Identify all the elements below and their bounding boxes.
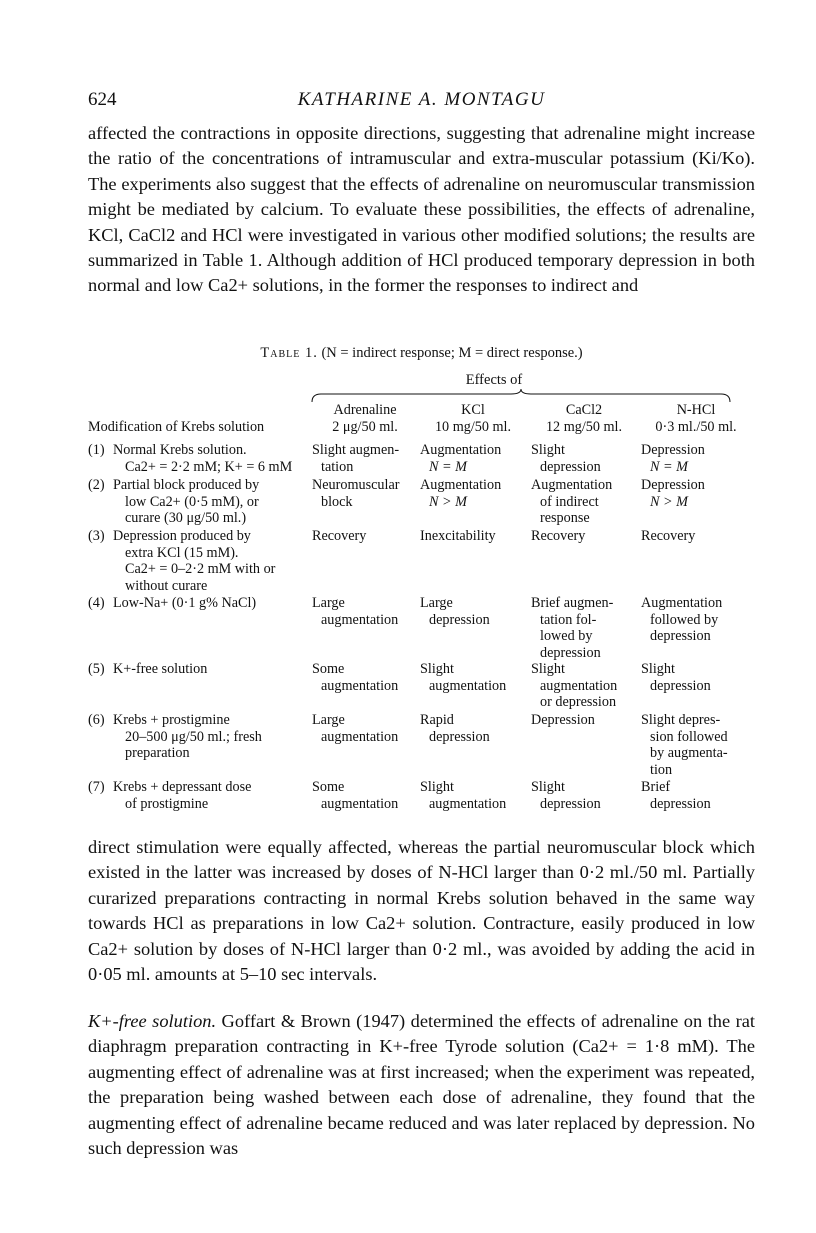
table-cell — [641, 528, 755, 545]
modification-line: curare (30 μg/50 ml.) — [125, 510, 247, 526]
cell-line: Brief — [641, 779, 671, 795]
cell-line: Slight augmen- — [312, 442, 400, 458]
section-heading: K+-free solution. — [88, 1011, 217, 1031]
modification-line: Partial block produced by — [113, 477, 260, 493]
cell-line: depression — [429, 728, 490, 745]
column-header — [529, 402, 639, 435]
row-modification — [113, 712, 313, 762]
cell-line: Some — [312, 661, 345, 677]
table-cell — [420, 595, 530, 628]
row-number: (2) — [88, 477, 105, 493]
cell-line: augmentation — [321, 795, 399, 812]
modification-line: Depression produced by — [113, 528, 251, 544]
modification-line: Krebs + depressant dose — [113, 779, 252, 795]
table-cell — [641, 442, 755, 475]
modification-line: Ca2+ = 0–2·2 mM with or — [125, 561, 276, 577]
cell-line: augmentation — [540, 677, 618, 694]
cell-line: block — [321, 493, 353, 510]
page-number: 624 — [88, 89, 117, 110]
modification-line: extra KCl (15 mM). — [125, 544, 239, 561]
running-title: KATHARINE A. MONTAGU — [297, 89, 546, 110]
cell-line: Large — [312, 595, 345, 611]
cell-line: N > M — [650, 493, 688, 510]
modification-line: K+-free solution — [113, 661, 208, 677]
row-modification — [113, 442, 313, 475]
column-header-name: CaCl2 — [565, 402, 603, 418]
table-cell — [312, 779, 422, 812]
table-cell — [420, 779, 530, 812]
column-header-name: N-HCl — [676, 402, 716, 418]
cell-line: by augmenta- — [650, 745, 728, 761]
table-cell — [641, 595, 755, 645]
cell-line: augmentation — [429, 795, 507, 812]
cell-line: tation — [321, 458, 354, 475]
modification-line: Krebs + prostigmine — [113, 712, 230, 728]
cell-line: Slight — [641, 661, 675, 677]
modification-line: of prostigmine — [125, 795, 209, 812]
cell-line: N > M — [429, 493, 467, 510]
row-number: (6) — [88, 712, 105, 728]
table-cell — [420, 528, 530, 545]
table-cell — [641, 477, 755, 510]
cell-line: Depression — [641, 477, 705, 493]
cell-line: Some — [312, 779, 345, 795]
table-cell — [420, 477, 530, 510]
modification-line: without curare — [125, 577, 208, 594]
cell-line: Large — [420, 595, 453, 611]
cell-line: Slight — [531, 442, 565, 458]
column-header-name: KCl — [461, 402, 485, 418]
cell-line: augmentation — [321, 677, 399, 694]
modification-line: Low-Na+ (0·1 g% NaCl) — [113, 595, 257, 611]
table-cell — [312, 712, 422, 745]
cell-line: depression — [650, 795, 711, 812]
modification-line: low Ca2+ (0·5 mM), or — [125, 493, 259, 510]
cell-line: Depression — [531, 712, 595, 728]
column-header-name: Adrenaline — [333, 402, 397, 418]
table-cell — [531, 712, 641, 729]
table-cell — [312, 442, 422, 475]
row-number: (5) — [88, 661, 105, 677]
cell-line: Recovery — [641, 528, 696, 544]
table-cell — [531, 595, 641, 661]
body-paragraph-2: direct stimulation were equally affected, whereas the partial neuromuscular block which existed in the latter was increased by doses of N-HCl larger than 0·2 ml./50 ml. Partially curarized preparations contracting in normal Krebs solution behaved in the same way towards HCl as preparations in low Ca2+ solution. Contracture, easily produced in low Ca2+ solution by doses of N-HCl larger than 0·2 ml., was avoided by adding the acid in 0·05 ml. amounts at 5–10 sec intervals. — [88, 837, 755, 985]
table-cell — [420, 442, 530, 475]
cell-line: depression — [540, 644, 601, 661]
modification-line: 20–500 μg/50 ml.; fresh — [125, 728, 262, 745]
table-cell — [312, 595, 422, 628]
cell-line: Recovery — [312, 528, 367, 544]
table-cell — [312, 528, 422, 545]
row-modification — [113, 595, 313, 612]
table-cell — [531, 528, 641, 545]
row-number: (1) — [88, 442, 105, 458]
row-number: (3) — [88, 528, 105, 544]
cell-line: Slight depres- — [641, 712, 721, 728]
row-modification — [113, 477, 313, 527]
cell-line: N = M — [429, 458, 467, 475]
cell-line: Large — [312, 712, 345, 728]
row-number: (4) — [88, 595, 105, 611]
cell-line: tation fol- — [540, 611, 597, 628]
modification-line: preparation — [125, 745, 190, 761]
table-caption — [88, 345, 755, 362]
cell-line: Recovery — [531, 528, 586, 544]
table-cell — [641, 712, 755, 778]
cell-line: depression — [650, 628, 711, 644]
cell-line: Slight — [531, 779, 565, 795]
column-header — [310, 402, 420, 435]
effects-of-label: Effects of — [465, 372, 523, 388]
cell-line: depression — [540, 458, 601, 475]
cell-line: tion — [650, 761, 673, 778]
section-body: Goffart & Brown (1947) determined the effects of adrenaline on the rat diaphragm preparation contracting in K+-free Tyrode solution (Ca2+ = 1·8 mM). The augmenting effect of adrenaline was at first increased; when the experiment was repeated, the preparation being washed between each dose of adrenaline, they found that the augmenting effect of adrenaline became reduced and was later replaced by depression. No such depression was — [88, 1011, 755, 1159]
cell-line: Augmentation — [420, 442, 502, 458]
cell-line: Augmentation — [531, 477, 613, 493]
cell-line: augmentation — [429, 677, 507, 694]
column-header — [639, 402, 753, 435]
cell-line: Brief augmen- — [531, 595, 614, 611]
table-cell — [312, 661, 422, 694]
row-number: (7) — [88, 779, 105, 795]
cell-line: of indirect — [540, 493, 599, 510]
cell-line: sion followed — [650, 728, 728, 745]
table-label: Table 1. — [260, 345, 318, 361]
modification-line: Ca2+ = 2·2 mM; K+ = 6 mM — [125, 458, 293, 475]
cell-line: Slight — [420, 661, 454, 677]
cell-line: depression — [429, 611, 490, 628]
cell-line: Inexcitability — [420, 528, 496, 544]
cell-line: lowed by — [540, 628, 593, 644]
cell-line: Slight — [420, 779, 454, 795]
cell-line: response — [540, 510, 590, 526]
page-header — [88, 89, 755, 113]
cell-line: depression — [540, 795, 601, 812]
column-group-brace — [311, 389, 731, 403]
row-modification — [113, 661, 313, 678]
cell-line: augmentation — [321, 728, 399, 745]
row-header-label: Modification of Krebs solution — [88, 419, 265, 435]
cell-line: Augmentation — [641, 595, 723, 611]
cell-line: or depression — [540, 694, 617, 710]
table-cell — [641, 661, 755, 694]
cell-line: Slight — [531, 661, 565, 677]
column-header — [418, 402, 528, 435]
column-header-dose: 12 mg/50 ml. — [545, 418, 623, 435]
column-header-dose: 0·3 ml./50 ml. — [655, 418, 737, 435]
cell-line: followed by — [650, 611, 719, 628]
body-paragraph-3 — [88, 1009, 755, 1161]
cell-line: depression — [650, 677, 711, 694]
cell-line: augmentation — [321, 611, 399, 628]
row-modification — [113, 528, 313, 594]
table-cell — [531, 661, 641, 711]
cell-line: Rapid — [420, 712, 454, 728]
table-cell — [420, 712, 530, 745]
body-paragraph-1: affected the contractions in opposite directions, suggesting that adrenaline might increase the ratio of the concentrations of intramuscular and extra-muscular potassium (Ki/Ko). The experiments also suggest that the effects of adrenaline on neuromuscular transmission might be mediated by calcium. To evaluate these possibilities, the effects of adrenaline, KCl, CaCl2 and HCl were investigated in various other modified solutions; the results are summarized in Table 1. Although addition of HCl produced temporary depression in both normal and low Ca2+ solutions, in the former the responses to indirect and — [88, 123, 755, 296]
column-header-dose: 2 μg/50 ml. — [332, 418, 398, 435]
column-header-dose: 10 mg/50 ml. — [434, 418, 512, 435]
table-cell — [312, 477, 422, 510]
table-cell — [641, 779, 755, 812]
cell-line: N = M — [650, 458, 688, 475]
table-caption-text: (N = indirect response; M = direct response.) — [321, 345, 583, 361]
table-cell — [531, 442, 641, 475]
modification-line: Normal Krebs solution. — [113, 442, 247, 458]
table-cell — [531, 779, 641, 812]
cell-line: Depression — [641, 442, 705, 458]
cell-line: Neuromuscular — [312, 477, 400, 493]
table-cell — [531, 477, 641, 527]
cell-line: Augmentation — [420, 477, 502, 493]
table-cell — [420, 661, 530, 694]
row-modification — [113, 779, 313, 812]
